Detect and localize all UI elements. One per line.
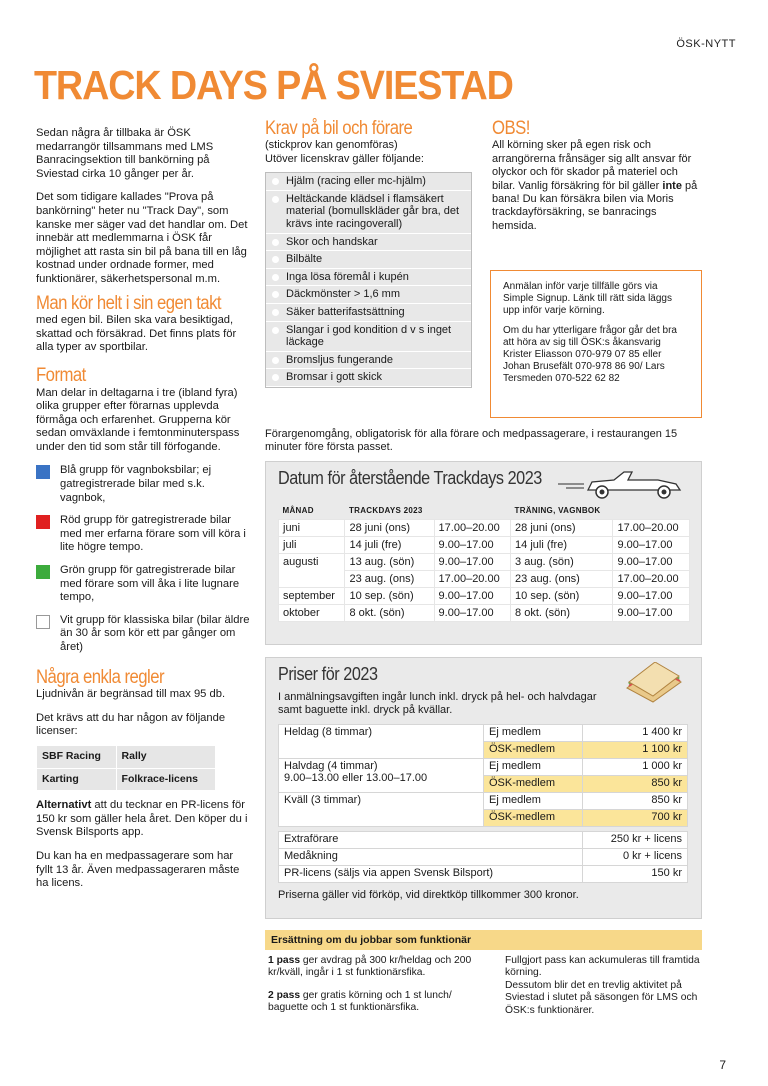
group-red: Röd grupp för gatregistrerade bilar med mer erfarna förare som vill köra i lite högre tempo. — [36, 514, 251, 555]
sports-car-icon — [558, 466, 686, 500]
table-row: Medåkning 0 kr + licens — [279, 848, 688, 865]
signup-info: Anmälan inför varje tillfälle görs via Simple Signup. Länk till rätt sida läggs upp inför varje körning. — [503, 281, 672, 316]
compensation-left — [268, 955, 488, 1025]
list-item: Säker batterifastsättning — [266, 304, 471, 322]
license-cell: Karting — [37, 768, 117, 791]
one-pass-text: 1 pass ger avdrag på 300 kr/heldag och 200 kr/kväll, ingår i 1 st funktionärsfika. — [268, 955, 472, 979]
table-row: 23 aug. (ons) 17.00–20.00 23 aug. (ons) 17.00–20.00 — [279, 571, 690, 588]
accumulate-text: Fullgjort pass kan ackumuleras till framtida körning. — [505, 955, 700, 979]
list-item: Bromsar i gott skick — [266, 369, 471, 387]
intro-paragraph-2: Det som tidigare kallades "Prova på bankörning" heter nu "Track Day", som kanske mer säger vad det handlar om. Det innebär att medlemmarna i ÖSK får möjlighet att rasta sin bil på bana till en låg kostnad under ordnade former, med funktionärer, säkerhetspersonal m.m. — [36, 191, 248, 285]
red-square-icon — [36, 515, 50, 529]
dates-title: Datum för återstående Trackdays 2023 — [278, 468, 542, 488]
alternative-paragraph: Alternativt att du tecknar en PR-licens för 150 kr som gäller hela året. Den köper du i Svensk Bilsports app. — [36, 799, 248, 839]
group-blue: Blå grupp för vagnboksbilar; ej gatregistrerade bilar med s.k. vagnbok, — [36, 464, 251, 505]
license-table — [36, 745, 216, 791]
requirements-subtitle: (stickprov kan genomföras) — [265, 139, 398, 152]
table-row: augusti 13 aug. (sön) 9.00–17.00 3 aug. (sön) 9.00–17.00 — [279, 554, 690, 571]
sandwich-icon — [623, 662, 685, 704]
heading-format: Format — [36, 364, 86, 386]
table-row: PR-licens (säljs via appen Svensk Bilsport) 150 kr — [279, 865, 688, 882]
table-row: ÖSK-medlem 1 100 kr — [279, 741, 688, 758]
magazine-brand: ÖSK-NYTT — [676, 38, 736, 50]
compensation-heading: Ersättning om du jobbar som funktionär — [265, 930, 702, 950]
list-item: Heltäckande klädsel i flamsäkert material (bomullskläder går bra, det krävs inte racingoverall) — [266, 191, 471, 234]
compensation-right — [505, 955, 705, 1017]
heading-rules: Några enkla regler — [36, 666, 165, 688]
list-item: Bromsljus fungerande — [266, 352, 471, 370]
group-white: Vit grupp för klassiska bilar (bilar äldre än 30 år som kör ett par gånger om året) — [36, 614, 251, 655]
list-item: Däckmönster > 1,6 mm — [266, 286, 471, 304]
column-header: MÅNAD — [282, 506, 314, 515]
license-cell: SBF Racing — [37, 745, 117, 768]
obs-paragraph: All körning sker på egen risk och arrangörerna frånsäger sig allt ansvar för olyckor och för skador på materiel och bilar. Vanlig försäkring för bil gäller inte på bana! Du kan försäkra bilen via Moris trackdayförsäkring, se banracings hemsida. — [492, 139, 698, 232]
driver-briefing-note: Förargenomgång, obligatorisk för alla förare och medpassagerare, i restaurangen 15 minuter före första passet. — [265, 428, 678, 454]
table-row: Kväll (3 timmar) Ej medlem 850 kr — [279, 792, 688, 809]
page-title: TRACK DAYS PÅ SVIESTAD — [34, 62, 513, 108]
list-item: Slangar i god kondition d v s inget läckage — [266, 322, 471, 352]
two-pass-text: 2 pass ger gratis körning och 1 st lunch/ baguette och 1 st funktionärsfika. — [268, 989, 452, 1014]
requirements-intro: Utöver licenskrav gäller följande: — [265, 152, 424, 165]
column-header — [613, 502, 690, 520]
table-row: ÖSK-medlem 850 kr — [279, 775, 688, 792]
blue-square-icon — [36, 465, 50, 479]
list-item: Hjälm (racing eller mc-hjälm) — [266, 173, 471, 191]
list-item: Inga lösa föremål i kupén — [266, 269, 471, 287]
dates-panel — [265, 461, 702, 645]
license-cell: Rally — [116, 745, 215, 768]
prices-note: Priserna gäller vid förköp, vid direktköp tillkommer 300 kronor. — [278, 888, 579, 901]
column-right — [492, 118, 704, 233]
heading-obs: OBS! — [492, 118, 530, 139]
passenger-paragraph: Du kan ha en medpassagerare som har fyllt 13 år. Även medpassageraren måste ha licens. — [36, 849, 240, 890]
table-row: ÖSK-medlem 700 kr — [279, 809, 688, 826]
page-number: 7 — [719, 1058, 726, 1072]
table-row: Extraförare 250 kr + licens — [279, 831, 688, 848]
group-green: Grön grupp för gatregistrerade bilar med förare som vill åka i lite lugnare tempo, — [36, 564, 251, 605]
table-row: Heldag (8 timmar) Ej medlem 1 400 kr — [279, 724, 688, 741]
table-row: juli 14 juli (fre) 9.00–17.00 14 juli (fre) 9.00–17.00 — [279, 537, 690, 554]
white-square-icon — [36, 615, 50, 629]
table-row: september 10 sep. (sön) 9.00–17.00 10 sep. (sön) 9.00–17.00 — [279, 588, 690, 605]
table-row: Halvdag (4 timmar) 9.00–13.00 eller 13.00–17.00 Ej medlem 1 000 kr — [279, 758, 688, 775]
column-header: TRACKDAYS 2023 — [348, 506, 423, 515]
prices-intro: I anmälningsavgiften ingår lunch inkl. dryck på hel- och halvdagar samt baguette inkl. dryck på kvällar. — [278, 691, 597, 717]
license-cell: Folkrace-licens — [116, 768, 215, 791]
dates-table — [278, 502, 690, 622]
prices-title: Priser för 2023 — [278, 664, 378, 684]
rules-license: Det krävs att du har någon av följande licenser: — [36, 711, 226, 738]
column-header — [434, 502, 510, 520]
column-header: TRÄNING, VAGNBOK — [514, 506, 601, 515]
prices-panel — [265, 657, 702, 919]
column-left — [36, 127, 251, 901]
table-row: oktober 8 okt. (sön) 9.00–17.00 8 okt. (sön) 9.00–17.00 — [279, 605, 690, 622]
intro-paragraph-1: Sedan några år tillbaka är ÖSK medarrangör tillsammans med LMS Banracingsektion till bankörning på Sviestad cirka 10 gånger per år. — [36, 127, 214, 180]
list-item: Skor och handskar — [266, 234, 471, 252]
format-paragraph: Man delar in deltagarna i tre (ibland fyra) olika grupper efter förarnas upplevda förmåga och erfarenhet. Grupperna kör sedan omväxlande i femtonminuterspass under den tid som står till förfogande. — [36, 386, 240, 453]
requirements-list — [265, 172, 472, 388]
heading-own-pace: Man kör helt i sin egen takt — [36, 292, 222, 314]
activity-text: Dessutom blir det en trevlig aktivitet på Sviestad i slutet på säsongen för LMS och ÖSK:s funktionärer. — [505, 979, 698, 1016]
rules-noise: Ljudnivån är begränsad till max 95 db. — [36, 688, 226, 701]
pace-paragraph: med egen bil. Bilen ska vara besiktigad, skattad och försäkrad. Det finns plats för alla typer av sportbilar. — [36, 314, 237, 354]
contact-info: Om du har ytterligare frågor går det bra att höra av sig till ÖSK:s åkansvarig Krister Eliasson 070-979 07 85 eller Johan Brusefält 070-978 86 90/ Lars Tersmeden 070-522 62 82 — [503, 325, 677, 384]
list-item: Bilbälte — [266, 251, 471, 269]
green-square-icon — [36, 565, 50, 579]
column-middle — [265, 118, 475, 388]
heading-requirements: Krav på bil och förare — [265, 118, 413, 139]
table-row: juni 28 juni (ons) 17.00–20.00 28 juni (ons) 17.00–20.00 — [279, 520, 690, 537]
contact-info-box — [490, 270, 702, 418]
prices-table — [278, 724, 688, 883]
